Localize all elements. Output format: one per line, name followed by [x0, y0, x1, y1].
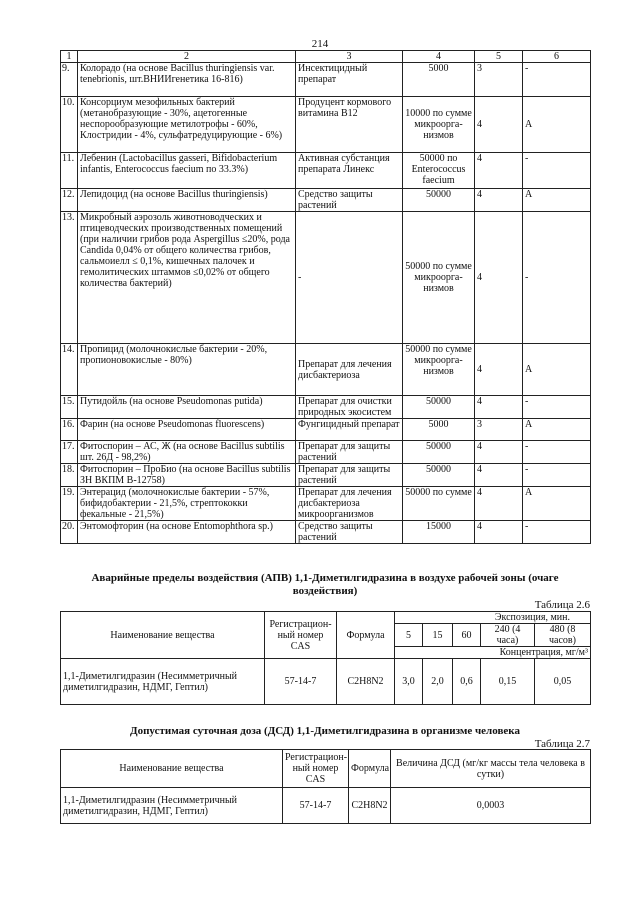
apv-minute: 480 (8 часов): [535, 624, 591, 647]
row-purpose: Активная субстанция препарата Линекс: [296, 153, 403, 189]
row-preparation-name: Фитоспорин – ПроБио (на основе Bacillus subtilis ЗН ВКПМ В-12758): [78, 464, 296, 487]
apv-value: 0,15: [481, 659, 535, 705]
header-cell: 4: [403, 51, 475, 63]
row-preparation-name: Энтомофторин (на основе Entomophthora sp.): [78, 521, 296, 544]
header-cell: 1: [61, 51, 78, 63]
apv-minute: 60: [453, 624, 481, 647]
row-col5: 4: [475, 344, 523, 396]
row-number: 16.: [61, 419, 78, 441]
row-preparation-name: Пропицид (молочнокислые бактерии - 20%, пропионовокислые - 80%): [78, 344, 296, 396]
table-row: [61, 153, 591, 189]
table-row: [61, 97, 591, 153]
row-purpose: Препарат для лечения дисбактериоза микроорганизмов: [296, 487, 403, 521]
apv-minute: 5: [395, 624, 423, 647]
row-col6: -: [523, 521, 591, 544]
row-col5: 4: [475, 97, 523, 153]
row-purpose: Препарат для лечения дисбактериоза: [296, 344, 403, 396]
row-dose: 50000 по сумме микроорга-низмов: [403, 344, 475, 396]
apv-col-cas: Регистрацион-ный номер CAS: [265, 612, 337, 659]
header-cell: 2: [78, 51, 296, 63]
row-col5: 4: [475, 487, 523, 521]
page-number: 214: [311, 38, 329, 50]
row-number: 18.: [61, 464, 78, 487]
apv-substance-name: 1,1-Диметилгидразин (Несимметричный диметилгидразин, НДМГ, Гептил): [61, 659, 265, 705]
row-preparation-name: Консорциум мезофильных бактерий (метанобразующие - 30%, ацетогенные неспорообразующие метилотрофы - 60%, Клостридии - 4%, сульфатредуцирующие - 6%): [78, 97, 296, 153]
row-dose: 50000: [403, 464, 475, 487]
table-row: [61, 189, 591, 212]
row-number: 19.: [61, 487, 78, 521]
apv-value: 0,6: [453, 659, 481, 705]
row-dose: 15000: [403, 521, 475, 544]
row-col5: 4: [475, 441, 523, 464]
microorganism-table: [60, 50, 591, 544]
header-cell: 5: [475, 51, 523, 63]
row-dose: 50000 по сумме: [403, 487, 475, 521]
row-number: 14.: [61, 344, 78, 396]
row-preparation-name: Энтерацид (молочнокислые бактерии - 57%, бифидобактерии - 21,5%, стрептококки фекальные - 21,5%): [78, 487, 296, 521]
header-cell: 6: [523, 51, 591, 63]
row-col6: -: [523, 212, 591, 344]
dsd-col-cas: Регистрацион-ный номер CAS: [283, 750, 349, 788]
row-preparation-name: Лебенин (Lactobacillus gasseri, Bifidobacterium infantis, Enterococcus faecium по 33.3%): [78, 153, 296, 189]
row-dose: 50000: [403, 441, 475, 464]
row-col6: -: [523, 153, 591, 189]
row-col5: 4: [475, 396, 523, 419]
row-number: 15.: [61, 396, 78, 419]
dsd-col-name: Наименование вещества: [61, 750, 283, 788]
apv-substance-cas: 57-14-7: [265, 659, 337, 705]
row-preparation-name: Колорадо (на основе Bacillus thuringiensis var. tenebrionis, шт.ВНИИгенетика 16-816): [78, 63, 296, 97]
table-row: [61, 344, 591, 396]
apv-table: [60, 611, 591, 705]
row-number: 9.: [61, 63, 78, 97]
row-col6: А: [523, 487, 591, 521]
row-dose: 5000: [403, 419, 475, 441]
row-purpose: Препарат для защиты растений: [296, 464, 403, 487]
apv-heading: Аварийные пределы воздействия (АПВ) 1,1-Диметилгидразина в воздухе рабочей зоны (очаге воздействия): [91, 572, 559, 598]
table-row: [61, 212, 591, 344]
apv-col-exposure: Экспозиция, мин.: [395, 612, 591, 624]
apv-value: 3,0: [395, 659, 423, 705]
row-col6: -: [523, 464, 591, 487]
row-preparation-name: Фитоспорин – АС, Ж (на основе Bacillus subtilis шт. 26Д - 98,2%): [78, 441, 296, 464]
row-dose: 50000: [403, 396, 475, 419]
dsd-col-value: Величина ДСД (мг/кг массы тела человека в сутки): [391, 750, 591, 788]
apv-minute: 15: [423, 624, 453, 647]
apv-concentration-label: Концентрация, мг/м³: [395, 647, 591, 659]
table-row: [61, 419, 591, 441]
row-dose: 50000: [403, 189, 475, 212]
row-number: 17.: [61, 441, 78, 464]
row-preparation-name: Микробный аэрозоль животноводческих и птицеводческих производственных помещений (при наличии грибов рода Aspergillus ≤20%, рода Candida 0,04% от общего количества грибов, сальмоиелл ≤ 0,1%, кишечных палочек и гемолитических штаммов ≤0,02% от общего количества бактерий): [78, 212, 296, 344]
dsd-col-formula: Формула: [349, 750, 391, 788]
row-dose: 5000: [403, 63, 475, 97]
row-col5: 3: [475, 63, 523, 97]
apv-value: 2,0: [423, 659, 453, 705]
row-col6: А: [523, 189, 591, 212]
apv-table-label: Таблица 2.6: [534, 599, 590, 611]
header-cell: 3: [296, 51, 403, 63]
row-dose: 50000 по Enterococcus faecium: [403, 153, 475, 189]
apv-col-formula: Формула: [337, 612, 395, 659]
dsd-substance-cas: 57-14-7: [283, 788, 349, 824]
row-col5: 4: [475, 464, 523, 487]
row-col5: 4: [475, 153, 523, 189]
row-purpose: Средство защиты растений: [296, 521, 403, 544]
row-purpose: Инсектицидный препарат: [296, 63, 403, 97]
row-number: 13.: [61, 212, 78, 344]
row-col5: 4: [475, 521, 523, 544]
apv-col-name: Наименование вещества: [61, 612, 265, 659]
apv-value: 0,05: [535, 659, 591, 705]
row-col6: А: [523, 97, 591, 153]
row-number: 20.: [61, 521, 78, 544]
row-purpose: Препарат для очистки природных экосистем: [296, 396, 403, 419]
row-col6: -: [523, 441, 591, 464]
row-preparation-name: Путидойль (на основе Pseudomonas putida): [78, 396, 296, 419]
row-dose: 50000 по сумме микроорга-низмов: [403, 212, 475, 344]
row-preparation-name: Фарин (на основе Pseudomonas fluorescens): [78, 419, 296, 441]
table-row: [61, 464, 591, 487]
row-preparation-name: Лепидоцид (на основе Bacillus thuringiensis): [78, 189, 296, 212]
table-row: [61, 521, 591, 544]
table-row: [61, 441, 591, 464]
table-row: [61, 487, 591, 521]
row-col6: -: [523, 63, 591, 97]
dsd-substance-formula: C2H8N2: [349, 788, 391, 824]
row-purpose: -: [296, 212, 403, 344]
row-number: 11.: [61, 153, 78, 189]
row-purpose: Продуцент кормового витамина В12: [296, 97, 403, 153]
row-col6: А: [523, 344, 591, 396]
dsd-table-label: Таблица 2.7: [534, 738, 590, 750]
dsd-table: [60, 749, 591, 824]
row-col5: 4: [475, 212, 523, 344]
row-col5: 4: [475, 189, 523, 212]
dsd-value: 0,0003: [391, 788, 591, 824]
row-purpose: Средство защиты растений: [296, 189, 403, 212]
row-col6: А: [523, 419, 591, 441]
row-purpose: Препарат для защиты растений: [296, 441, 403, 464]
row-col6: -: [523, 396, 591, 419]
row-number: 10.: [61, 97, 78, 153]
table-header-row: [61, 51, 591, 63]
row-col5: 3: [475, 419, 523, 441]
row-dose: 10000 по сумме микрооргa-низмов: [403, 97, 475, 153]
dsd-substance-name: 1,1-Диметилгидразин (Несимметричный диметилгидразин, НДМГ, Гептил): [61, 788, 283, 824]
apv-minute: 240 (4 часа): [481, 624, 535, 647]
row-number: 12.: [61, 189, 78, 212]
table-row: [61, 63, 591, 97]
apv-substance-formula: C2H8N2: [337, 659, 395, 705]
table-row: [61, 396, 591, 419]
dsd-heading: Допустимая суточная доза (ДСД) 1,1-Диметилгидразина в организме человека: [130, 725, 520, 737]
row-purpose: Фунгицидный препарат: [296, 419, 403, 441]
